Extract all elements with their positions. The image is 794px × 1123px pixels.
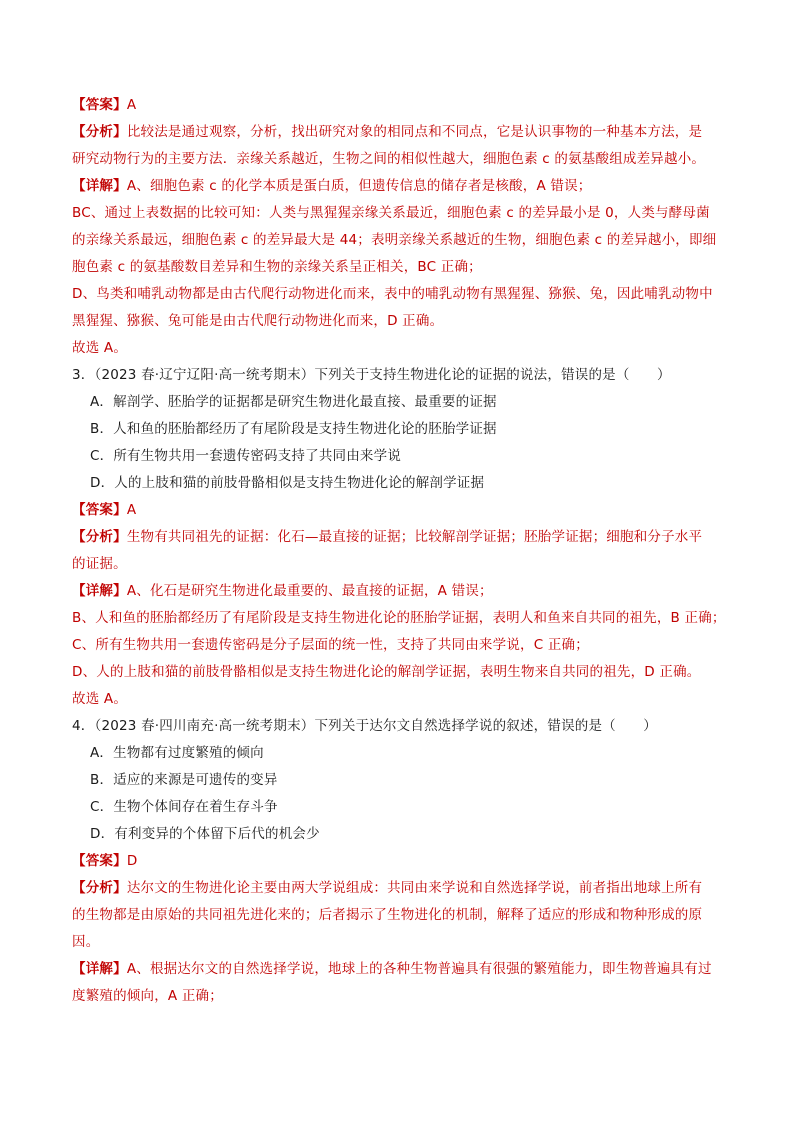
detail-line: D、鸟类和哺乳动物都是由古代爬行动物进化而来，表中的哺乳动物有黑猩猩、猕猴、兔，因此哺乳动物中 [72,286,713,302]
detail-line: 黑猩猩、猕猴、兔可能是由古代爬行动物进化而来，D 正确。 [72,313,444,329]
detail-line: 度繁殖的倾向，A 正确； [72,988,223,1004]
analysis-tag: 【分析】 [72,124,127,140]
question-stem: 3．（2023 春·辽宁辽阳·高一统考期末）下列关于支持生物进化论的证据的说法，错误的是（ ） [72,367,671,383]
analysis-line: 的生物都是由原始的共同祖先进化来的；后者揭示了生物进化的机制，解释了适应的形成和物种形成的原 [72,907,703,923]
detail-text: A、细胞色素 c 的化学本质是蛋白质，但遗传信息的储存者是核酸，A 错误； [126,178,592,194]
option-d: D．有利变异的个体留下后代的机会少 [90,826,320,842]
analysis-tag: 【分析】 [72,529,127,545]
content [72,92,727,1010]
analysis-line [72,875,727,902]
detail-line: BC、通过上表数据的比较可知：人类与黑猩猩亲缘关系最近，细胞色素 c 的差异最小是 0，人类与酵母菌 [72,205,710,221]
analysis-text: 比较法是通过观察，分析，找出研究对象的相同点和不同点，它是认识事物的一种基本方法，是 [126,124,703,140]
option-d: D．人的上肢和猫的前肢骨骼相似是支持生物进化论的解剖学证据 [90,475,485,491]
detail-line: C、所有生物共用一套遗传密码是分子层面的统一性，支持了共同由来学说，C 正确； [72,637,589,653]
analysis-line: 的证据。 [72,556,127,572]
answer-line [72,92,727,119]
answer-value: A [126,502,137,518]
conclusion-line: 故选 A。 [72,340,128,356]
answer-value: D [126,853,138,869]
analysis-line: 研究动物行为的主要方法．亲缘关系越近，生物之间的相似性越大，细胞色素 c 的氨基酸组成差异越小。 [72,151,706,167]
analysis-tag: 【分析】 [72,880,127,896]
option-a: A．生物都有过度繁殖的倾向 [90,745,264,761]
analysis-text: 达尔文的生物进化论主要由两大学说组成：共同由来学说和自然选择学说，前者指出地球上所有 [126,880,703,896]
detail-line: B、人和鱼的胚胎都经历了有尾阶段是支持生物进化论的胚胎学证据，表明人和鱼来自共同的祖先，B 正确； [72,610,726,626]
question-stem: 4．（2023 春·四川南充·高一统考期末）下列关于达尔文自然选择学说的叙述，错误的是（ ） [72,718,657,734]
option-a: A．解剖学、胚胎学的证据都是研究生物进化最直接、最重要的证据 [90,394,497,410]
detail-line: 的亲缘关系最远，细胞色素 c 的差异最大是 44；表明亲缘关系越近的生物，细胞色素 c 的差异越小，即细 [72,232,717,248]
detail-line [72,173,727,200]
answer-tag: 【答案】 [72,853,127,869]
analysis-text: 生物有共同祖先的证据：化石—最直接的证据；比较解剖学证据；胚胎学证据；细胞和分子水平 [126,529,703,545]
answer-tag: 【答案】 [72,502,127,518]
option-c: C．生物个体间存在着生存斗争 [90,799,278,815]
detail-line [72,956,727,983]
option-c: C．所有生物共用一套遗传密码支持了共同由来学说 [90,448,402,464]
answer-tag: 【答案】 [72,97,127,113]
detail-tag: 【详解】 [72,178,127,194]
answer-line [72,848,727,875]
detail-text: A、化石是研究生物进化最重要的、最直接的证据，A 错误； [126,583,493,599]
detail-tag: 【详解】 [72,583,127,599]
analysis-line [72,524,727,551]
option-b: B．适应的来源是可遗传的变异 [90,772,278,788]
analysis-line [72,119,727,146]
option-b: B．人和鱼的胚胎都经历了有尾阶段是支持生物进化论的胚胎学证据 [90,421,497,437]
analysis-line: 因。 [72,934,100,950]
detail-line: D、人的上肢和猫的前肢骨骼相似是支持生物进化论的解剖学证据，表明生物来自共同的祖先，D 正确。 [72,664,701,680]
detail-line: 胞色素 c 的氨基酸数目差异和生物的亲缘关系呈正相关，BC 正确； [72,259,482,275]
detail-text: A、根据达尔文的自然选择学说，地球上的各种生物普遍具有很强的繁殖能力，即生物普遍具有过 [126,961,712,977]
answer-line [72,497,727,524]
detail-line [72,578,727,605]
answer-value: A [126,97,137,113]
detail-tag: 【详解】 [72,961,127,977]
conclusion-line: 故选 A。 [72,691,128,707]
